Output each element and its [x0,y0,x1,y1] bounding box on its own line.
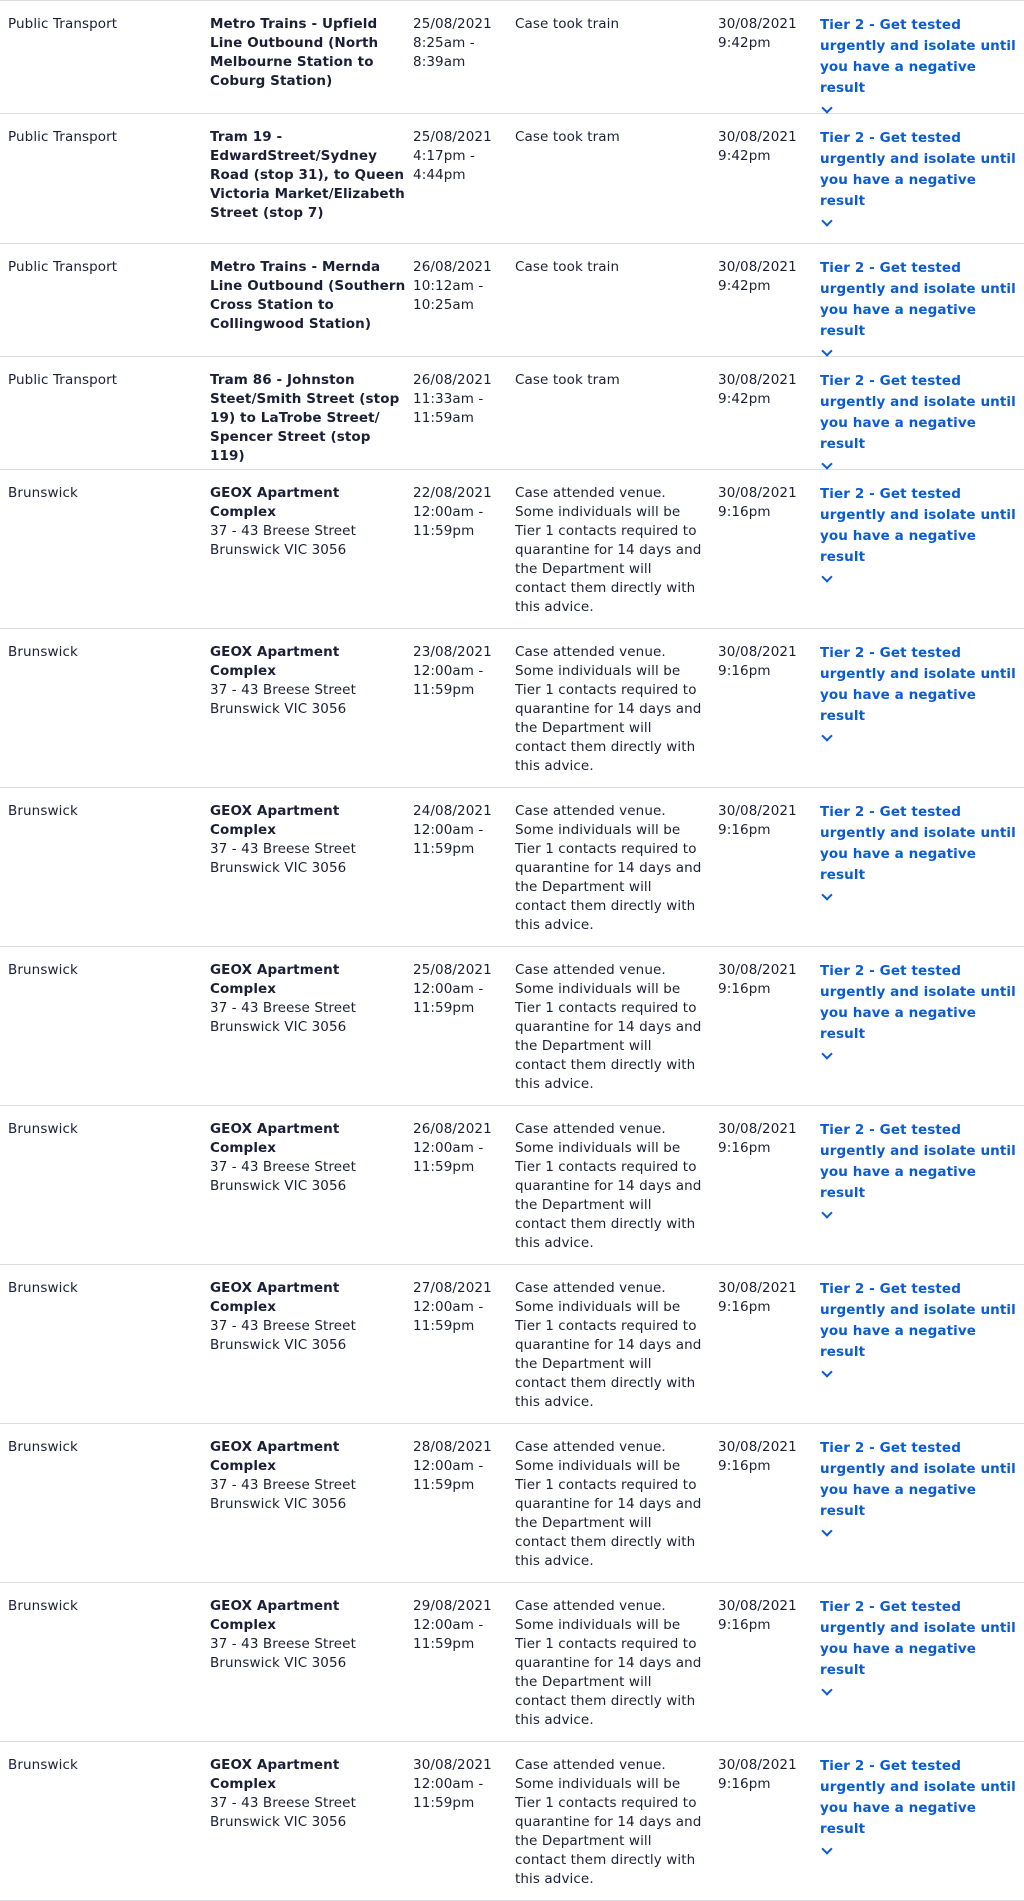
suburb-cell: Brunswick [8,644,78,660]
added-cell [718,1279,814,1317]
added-time: 9:16pm [718,981,771,997]
exposure-date: 25/08/2021 [413,129,492,145]
table-row [0,1583,1024,1742]
exposure-time-start: 12:00am - [413,1458,484,1474]
added-cell [718,371,814,409]
suburb-cell: Brunswick [8,1757,78,1773]
suburb-cell: Brunswick [8,1439,78,1455]
site-address: 37 - 43 Breese Street Brunswick VIC 3056 [210,1477,356,1512]
health-advice-link[interactable]: Tier 2 - Get tested urgently and isolate until you have a negative result [820,645,1016,724]
notes-cell: Case took tram [515,372,620,388]
exposure-time-end: 11:59pm [413,523,475,539]
suburb-cell: Brunswick [8,1121,78,1137]
site-name: GEOX Apartment Complex [210,1598,340,1633]
added-cell [718,484,814,522]
site-address: 37 - 43 Breese Street Brunswick VIC 3056 [210,523,356,558]
added-cell [718,802,814,840]
site-name: Tram 19 - EdwardStreet/Sydney Road (stop 31), to Queen Victoria Market/Elizabeth Street (stop 7) [210,129,405,221]
site-name: GEOX Apartment Complex [210,485,340,520]
exposure-date: 24/08/2021 [413,803,492,819]
site-cell [210,1756,406,1832]
site-address: 37 - 43 Breese Street Brunswick VIC 3056 [210,1000,356,1035]
exposure-time-start: 12:00am - [413,504,484,520]
exposure-time-cell [413,802,499,859]
suburb-cell: Brunswick [8,962,78,978]
exposure-time-cell [413,1756,499,1813]
notes-cell: Case took tram [515,129,620,145]
site-cell [210,1597,406,1673]
added-time: 9:16pm [718,1140,771,1156]
notes-cell: Case attended venue. Some individuals will be Tier 1 contacts required to quarantine for 14 days and the Department will contact them directly with this advice. [515,1280,702,1410]
exposure-time-end: 11:59pm [413,1318,475,1334]
notes-cell: Case attended venue. Some individuals will be Tier 1 contacts required to quarantine for 14 days and the Department will contact them directly with this advice. [515,1757,702,1887]
site-address: 37 - 43 Breese Street Brunswick VIC 3056 [210,682,356,717]
site-name: GEOX Apartment Complex [210,803,340,838]
exposure-time-end: 4:44pm [413,167,466,183]
added-cell [718,15,814,53]
added-cell [718,128,814,166]
table-row [0,947,1024,1106]
added-cell [718,643,814,681]
advice-cell [820,1756,1016,1859]
health-advice-link[interactable]: Tier 2 - Get tested urgently and isolate until you have a negative result [820,1440,1016,1519]
advice-cell [820,1120,1016,1223]
advice-cell [820,1279,1016,1382]
site-cell [210,258,406,334]
table-row [0,1106,1024,1265]
exposure-time-start: 12:00am - [413,1299,484,1315]
suburb-cell: Brunswick [8,803,78,819]
table-row [0,1424,1024,1583]
added-cell [718,1120,814,1158]
exposure-time-start: 12:00am - [413,1617,484,1633]
chevron-down-icon[interactable] [821,345,832,356]
exposure-time-start: 10:12am - [413,278,484,294]
table-row [0,1,1024,114]
chevron-down-icon[interactable] [821,102,832,113]
health-advice-link[interactable]: Tier 2 - Get tested urgently and isolate until you have a negative result [820,130,1016,209]
exposure-date: 26/08/2021 [413,259,492,275]
exposure-time-end: 11:59pm [413,682,475,698]
table-row [0,357,1024,470]
site-name: GEOX Apartment Complex [210,1757,340,1792]
exposure-time-end: 11:59pm [413,841,475,857]
added-time: 9:16pm [718,1617,771,1633]
exposure-time-start: 11:33am - [413,391,484,407]
exposure-time-start: 12:00am - [413,663,484,679]
added-date: 30/08/2021 [718,803,797,819]
chevron-down-icon[interactable] [821,1843,832,1854]
chevron-down-icon[interactable] [821,215,832,226]
added-date: 30/08/2021 [718,259,797,275]
site-address: 37 - 43 Breese Street Brunswick VIC 3056 [210,1795,356,1830]
site-name: GEOX Apartment Complex [210,962,340,997]
advice-cell [820,15,1016,118]
exposure-date: 25/08/2021 [413,962,492,978]
exposure-time-cell [413,484,499,541]
site-name: Tram 86 - Johnston Steet/Smith Street (stop 19) to LaTrobe Street/ Spencer Street (stop 119) [210,372,400,464]
exposure-date: 30/08/2021 [413,1757,492,1773]
chevron-down-icon[interactable] [821,1366,832,1377]
table-row [0,1265,1024,1424]
suburb-cell: Public Transport [8,129,118,145]
added-cell [718,1756,814,1794]
health-advice-link[interactable]: Tier 2 - Get tested urgently and isolate until you have a negative result [820,486,1016,565]
site-cell [210,371,406,466]
exposure-time-end: 11:59pm [413,1636,475,1652]
site-name: GEOX Apartment Complex [210,1121,340,1156]
site-cell [210,1279,406,1355]
added-date: 30/08/2021 [718,372,797,388]
exposure-time-end: 8:39am [413,54,466,70]
advice-cell [820,258,1016,361]
exposure-time-start: 12:00am - [413,1776,484,1792]
added-time: 9:42pm [718,278,771,294]
notes-cell: Case attended venue. Some individuals will be Tier 1 contacts required to quarantine for 14 days and the Department will contact them directly with this advice. [515,485,702,615]
added-time: 9:16pm [718,1776,771,1792]
notes-cell: Case took train [515,16,620,32]
notes-cell: Case took train [515,259,620,275]
exposure-date: 22/08/2021 [413,485,492,501]
advice-cell [820,1597,1016,1700]
chevron-down-icon[interactable] [821,1207,832,1218]
health-advice-link[interactable]: Tier 2 - Get tested urgently and isolate until you have a negative result [820,1281,1016,1360]
added-time: 9:16pm [718,504,771,520]
added-time: 9:42pm [718,148,771,164]
added-date: 30/08/2021 [718,962,797,978]
site-name: GEOX Apartment Complex [210,1280,340,1315]
site-name: Metro Trains - Mernda Line Outbound (Southern Cross Station to Collingwood Station) [210,259,406,332]
exposure-date: 23/08/2021 [413,644,492,660]
site-cell [210,128,406,223]
notes-cell: Case attended venue. Some individuals will be Tier 1 contacts required to quarantine for 14 days and the Department will contact them directly with this advice. [515,962,702,1092]
site-address: 37 - 43 Breese Street Brunswick VIC 3056 [210,1636,356,1671]
table-row [0,114,1024,244]
health-advice-link[interactable]: Tier 2 - Get tested urgently and isolate until you have a negative result [820,804,1016,883]
added-time: 9:16pm [718,663,771,679]
exposure-time-cell [413,128,499,185]
added-date: 30/08/2021 [718,1757,797,1773]
exposure-time-end: 11:59pm [413,1477,475,1493]
notes-cell: Case attended venue. Some individuals will be Tier 1 contacts required to quarantine for 14 days and the Department will contact them directly with this advice. [515,1439,702,1569]
added-time: 9:42pm [718,35,771,51]
health-advice-link[interactable]: Tier 2 - Get tested urgently and isolate until you have a negative result [820,1122,1016,1201]
site-cell [210,1120,406,1196]
exposure-time-end: 11:59pm [413,1795,475,1811]
added-cell [718,1597,814,1635]
site-address: 37 - 43 Breese Street Brunswick VIC 3056 [210,1318,356,1353]
health-advice-link[interactable]: Tier 2 - Get tested urgently and isolate until you have a negative result [820,17,1016,96]
table-row [0,788,1024,947]
site-cell [210,643,406,719]
exposure-time-cell [413,1438,499,1495]
site-cell [210,1438,406,1514]
exposure-time-end: 11:59am [413,410,475,426]
added-time: 9:16pm [718,822,771,838]
exposure-time-start: 4:17pm - [413,148,475,164]
health-advice-link[interactable]: Tier 2 - Get tested urgently and isolate until you have a negative result [820,373,1016,452]
added-date: 30/08/2021 [718,485,797,501]
added-date: 30/08/2021 [718,16,797,32]
exposure-time-start: 8:25am - [413,35,475,51]
site-cell [210,961,406,1037]
exposure-time-cell [413,371,499,428]
site-cell [210,484,406,560]
chevron-down-icon[interactable] [821,458,832,469]
site-name: GEOX Apartment Complex [210,644,340,679]
advice-cell [820,1438,1016,1541]
chevron-down-icon[interactable] [821,730,832,741]
table-row [0,244,1024,357]
added-cell [718,1438,814,1476]
site-name: Metro Trains - Upfield Line Outbound (North Melbourne Station to Coburg Station) [210,16,379,89]
advice-cell [820,371,1016,474]
advice-cell [820,802,1016,905]
added-time: 9:16pm [718,1458,771,1474]
chevron-down-icon[interactable] [821,1525,832,1536]
chevron-down-icon[interactable] [821,1048,832,1059]
advice-cell [820,643,1016,746]
exposure-time-cell [413,961,499,1018]
suburb-cell: Public Transport [8,372,118,388]
notes-cell: Case attended venue. Some individuals will be Tier 1 contacts required to quarantine for 14 days and the Department will contact them directly with this advice. [515,1598,702,1728]
site-name: GEOX Apartment Complex [210,1439,340,1474]
health-advice-link[interactable]: Tier 2 - Get tested urgently and isolate until you have a negative result [820,963,1016,1042]
added-time: 9:42pm [718,391,771,407]
advice-cell [820,128,1016,231]
notes-cell: Case attended venue. Some individuals will be Tier 1 contacts required to quarantine for 14 days and the Department will contact them directly with this advice. [515,803,702,933]
added-cell [718,258,814,296]
notes-cell: Case attended venue. Some individuals will be Tier 1 contacts required to quarantine for 14 days and the Department will contact them directly with this advice. [515,1121,702,1251]
added-cell [718,961,814,999]
advice-cell [820,484,1016,587]
exposure-time-cell [413,1279,499,1336]
chevron-down-icon[interactable] [821,571,832,582]
table-row [0,1742,1024,1901]
suburb-cell: Brunswick [8,1280,78,1296]
added-date: 30/08/2021 [718,1598,797,1614]
exposure-date: 26/08/2021 [413,1121,492,1137]
exposure-time-start: 12:00am - [413,981,484,997]
exposure-time-end: 10:25am [413,297,475,313]
added-time: 9:16pm [718,1299,771,1315]
exposure-date: 28/08/2021 [413,1439,492,1455]
exposure-time-start: 12:00am - [413,1140,484,1156]
exposure-time-start: 12:00am - [413,822,484,838]
exposure-time-cell [413,1597,499,1654]
chevron-down-icon[interactable] [821,1684,832,1695]
site-address: 37 - 43 Breese Street Brunswick VIC 3056 [210,1159,356,1194]
chevron-down-icon[interactable] [821,889,832,900]
exposure-date: 27/08/2021 [413,1280,492,1296]
added-date: 30/08/2021 [718,1121,797,1137]
exposure-date: 29/08/2021 [413,1598,492,1614]
exposure-time-cell [413,258,499,315]
exposure-time-end: 11:59pm [413,1159,475,1175]
health-advice-link[interactable]: Tier 2 - Get tested urgently and isolate until you have a negative result [820,260,1016,339]
suburb-cell: Brunswick [8,485,78,501]
health-advice-link[interactable]: Tier 2 - Get tested urgently and isolate until you have a negative result [820,1758,1016,1837]
suburb-cell: Public Transport [8,259,118,275]
health-advice-link[interactable]: Tier 2 - Get tested urgently and isolate until you have a negative result [820,1599,1016,1678]
added-date: 30/08/2021 [718,129,797,145]
exposure-time-end: 11:59pm [413,1000,475,1016]
exposure-time-cell [413,15,499,72]
table-row [0,470,1024,629]
added-date: 30/08/2021 [718,1280,797,1296]
suburb-cell: Brunswick [8,1598,78,1614]
notes-cell: Case attended venue. Some individuals will be Tier 1 contacts required to quarantine for 14 days and the Department will contact them directly with this advice. [515,644,702,774]
exposure-date: 26/08/2021 [413,372,492,388]
exposure-time-cell [413,1120,499,1177]
site-cell [210,15,406,91]
suburb-cell: Public Transport [8,16,118,32]
added-date: 30/08/2021 [718,644,797,660]
site-address: 37 - 43 Breese Street Brunswick VIC 3056 [210,841,356,876]
table-row [0,629,1024,788]
site-cell [210,802,406,878]
added-date: 30/08/2021 [718,1439,797,1455]
exposure-time-cell [413,643,499,700]
exposure-date: 25/08/2021 [413,16,492,32]
advice-cell [820,961,1016,1064]
